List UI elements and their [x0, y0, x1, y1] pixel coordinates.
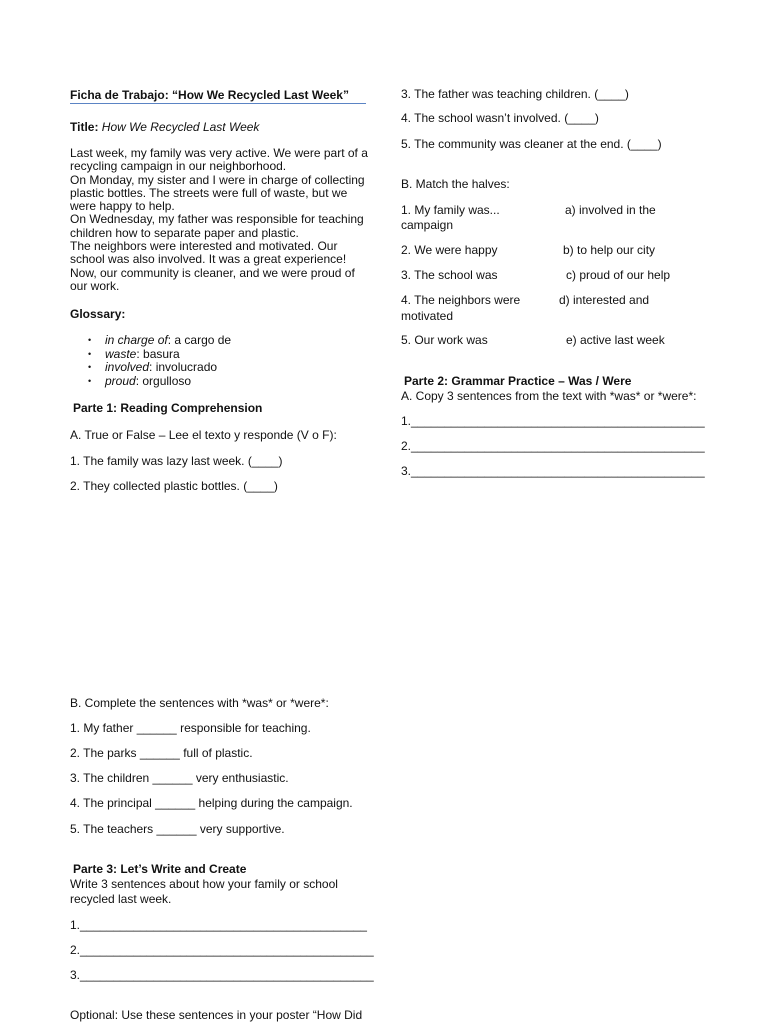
part1-instruction-b: B. Match the halves:: [401, 177, 510, 191]
write-line[interactable]: 2.____________________________________________: [70, 943, 374, 957]
glossary-term: proud: [105, 373, 136, 388]
story-paragraph: Now, our community is cleaner, and we were proud of our work.: [70, 265, 355, 293]
part1-heading: Parte 1: Reading Comprehension: [73, 401, 263, 415]
worksheet-title: Ficha de Trabajo: “How We Recycled Last Week”: [70, 88, 349, 102]
tf-item: 5. The community was cleaner at the end. (____): [401, 137, 662, 151]
glossary-heading: Glossary:: [70, 307, 126, 321]
glossary-item: [70, 334, 360, 348]
match-left: 4. The neighbors were: [401, 293, 521, 307]
glossary-term: in charge of: [105, 333, 168, 347]
part2-instruction-a: A. Copy 3 sentences from the text with *was* or *were*:: [401, 389, 697, 403]
match-left: campaign: [401, 218, 454, 232]
glossary-meaning: : a cargo de: [167, 333, 232, 347]
optional-note: Optional: Use these sentences in your poster “How Did: [70, 1008, 363, 1022]
part2-instruction-b: B. Complete the sentences with *was* or *were*:: [70, 696, 329, 710]
story-paragraph: Last week, my family was very active. We were part of a recycling campaign in our neighborhood.: [70, 146, 368, 174]
fill-item: 5. The teachers ______ very supportive.: [70, 822, 285, 836]
glossary-item: [70, 361, 360, 375]
match-left: motivated: [401, 309, 454, 323]
match-left: 3. The school was: [401, 268, 498, 282]
match-right: e) active last week: [566, 333, 665, 347]
story-text: [70, 147, 370, 293]
part3-instruction: Write 3 sentences about how your family or school recycled last week.: [70, 877, 338, 906]
copy-line[interactable]: 2.____________________________________________: [401, 439, 705, 453]
part2-heading: Parte 2: Grammar Practice – Was / Were: [404, 374, 632, 388]
copy-line[interactable]: 1.____________________________________________: [401, 414, 705, 428]
tf-item: 2. They collected plastic bottles. (____): [70, 479, 278, 493]
story-title-label: Title:: [70, 120, 99, 134]
glossary-item: [70, 375, 360, 389]
glossary-meaning: : orgulloso: [135, 373, 192, 388]
story-title: [70, 120, 259, 134]
match-left: 1. My family was...: [401, 203, 500, 217]
glossary-item: [70, 348, 360, 362]
part1-instruction-a: A. True or False – Lee el texto y responde (V o F):: [70, 428, 337, 442]
tf-item: 4. The school wasn’t involved. (____): [401, 111, 599, 125]
fill-item: 4. The principal ______ helping during the campaign.: [70, 796, 353, 810]
glossary-term: involved: [105, 360, 150, 375]
copy-line[interactable]: 3.____________________________________________: [401, 464, 705, 478]
fill-item: 1. My father ______ responsible for teaching.: [70, 721, 311, 735]
story-paragraph: On Monday, my sister and I were in charge of collecting plastic bottles. The streets were full of waste, but we were happy to help.: [70, 172, 365, 214]
story-title-value: How We Recycled Last Week: [101, 120, 260, 134]
title-underline: [70, 103, 366, 104]
tf-item: 3. The father was teaching children. (____): [401, 87, 629, 101]
match-right: d) interested and: [559, 293, 650, 307]
fill-item: 3. The children ______ very enthusiastic.: [70, 771, 289, 785]
fill-item: 2. The parks ______ full of plastic.: [70, 746, 253, 760]
match-right: a) involved in the: [565, 203, 656, 217]
part3-heading: Parte 3: Let’s Write and Create: [73, 862, 247, 876]
glossary-list: [70, 334, 360, 388]
story-paragraph: The neighbors were interested and motivated. Our school was also involved. It was a great experience!: [70, 239, 347, 267]
match-right: b) to help our city: [563, 243, 656, 257]
match-left: 2. We were happy: [401, 243, 498, 257]
story-paragraph: On Wednesday, my father was responsible for teaching children how to separate paper and plastic.: [70, 212, 364, 240]
tf-item: 1. The family was lazy last week. (____): [70, 454, 283, 468]
glossary-meaning: : basura: [136, 346, 180, 361]
match-left: 5. Our work was: [401, 333, 488, 347]
write-line[interactable]: 1.___________________________________________: [70, 918, 367, 932]
glossary-term: waste: [105, 346, 137, 361]
write-line[interactable]: 3.____________________________________________: [70, 968, 374, 982]
glossary-meaning: : involucrado: [149, 360, 218, 375]
match-right: c) proud of our help: [566, 268, 671, 282]
